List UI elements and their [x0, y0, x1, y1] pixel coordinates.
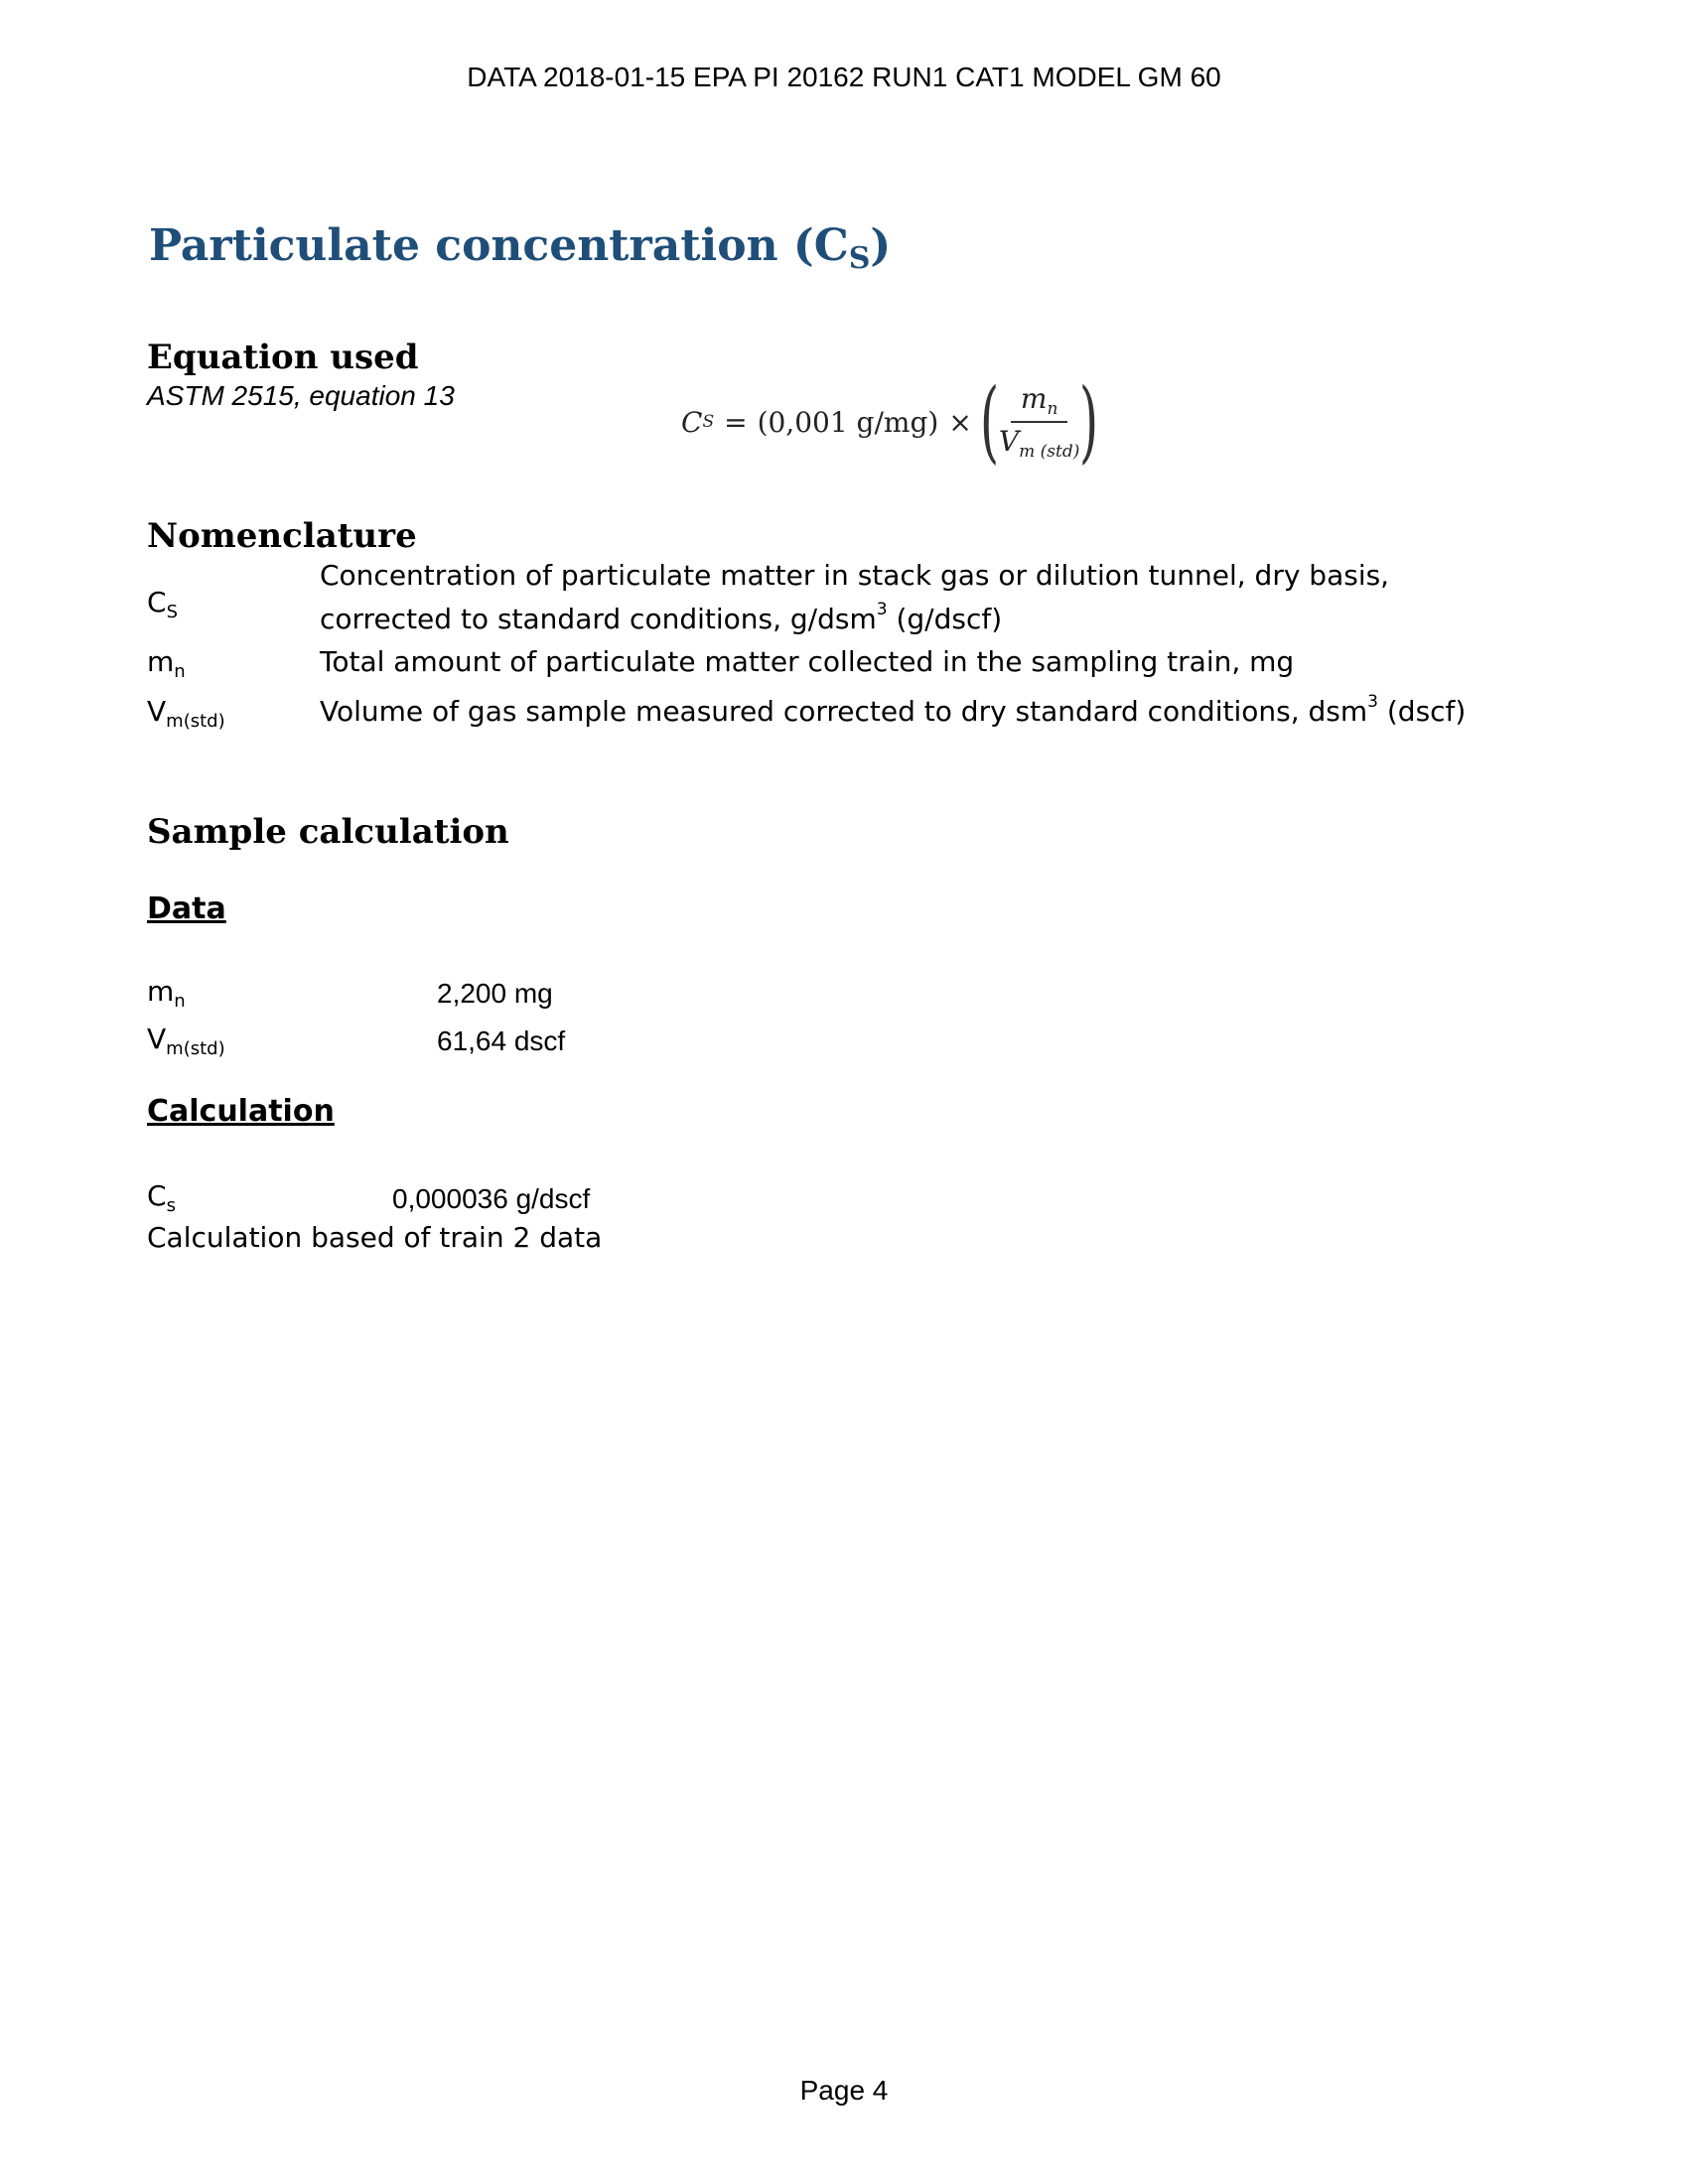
title-close: )	[870, 220, 892, 271]
data-symbol-vm: $V_{m(std)}$	[147, 1023, 225, 1059]
eq-lhs: C	[681, 405, 703, 439]
equation-source: ASTM 2515, equation 13	[147, 380, 455, 411]
data-value-vm: 61,64 dscf	[437, 1025, 566, 1056]
equation	[681, 369, 1099, 474]
eq-equals: =	[724, 405, 748, 439]
data-heading: Data	[147, 891, 226, 926]
sample-calculation-heading: Sample calculation	[147, 812, 509, 852]
document-header: DATA 2018-01-15 EPA PI 20162 RUN1 CAT1 MODEL GM 60	[467, 62, 1221, 92]
nomenclature-symbol-cs: $C_S$	[147, 586, 178, 622]
data-symbol-mn: $m_n$	[147, 975, 186, 1012]
eq-times: ×	[948, 405, 972, 439]
calculation-note: Calculation based of train 2 data	[147, 1221, 603, 1254]
result-value-cs: 0,000036 g/dscf	[392, 1183, 591, 1214]
result-symbol-cs: $C_s$	[147, 1179, 176, 1216]
eq-numerator: m	[1020, 382, 1048, 415]
nomenclature-desc-cs-line1: Concentration of particulate matter in stack gas or dilution tunnel, dry basis,	[320, 559, 1390, 592]
eq-right-paren: )	[1079, 369, 1099, 474]
nomenclature-heading: Nomenclature	[147, 516, 417, 556]
eq-denominator: V	[998, 425, 1020, 458]
nomenclature-desc-mn: Total amount of particulate matter collected in the sampling train, mg	[320, 645, 1295, 678]
nomenclature-symbol-vm: $V_{m(std)}$	[147, 695, 225, 732]
eq-fraction	[999, 382, 1079, 462]
title-text: Particulate concentration (C	[149, 220, 849, 271]
nomenclature-symbol-mn: $m_n$	[147, 645, 186, 682]
nomenclature-desc-cs-line2: corrected to standard conditions, g/dsm$^3$ (g/dscf)	[320, 600, 1003, 635]
equation-used-heading: Equation used	[147, 338, 419, 377]
page-title	[149, 220, 891, 276]
eq-denominator-sub: m (std)	[1019, 442, 1080, 462]
calculation-heading: Calculation	[147, 1094, 335, 1129]
eq-factor: (0,001 g/mg)	[757, 405, 939, 439]
eq-lhs-sub: S	[702, 412, 715, 432]
data-value-mn: 2,200 mg	[437, 978, 553, 1009]
eq-left-paren: (	[979, 369, 1000, 474]
eq-numerator-sub: n	[1047, 399, 1058, 419]
title-sub: S	[848, 241, 871, 276]
nomenclature-desc-vm: Volume of gas sample measured corrected to dry standard conditions, dsm$^3$ (dscf)	[320, 692, 1467, 728]
page-number: Page 4	[799, 2075, 889, 2106]
